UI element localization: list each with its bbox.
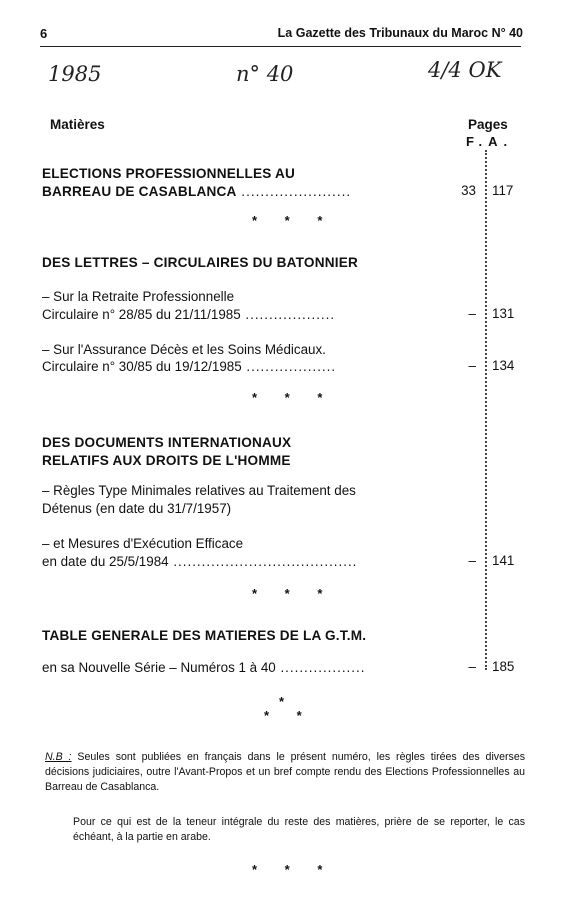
column-arabic: A.: [488, 134, 514, 149]
note-text-1: Seules sont publiées en français dans le présent numéro, les règles tirées des diverses décisions judiciaires, outre l'Avant-Propos et un bref compte rendu des Elections Professionnelles au Barreau de Casablanca.: [45, 751, 526, 793]
column-matieres: Matières: [50, 117, 105, 132]
page-number: 6: [40, 26, 48, 41]
table-entry: [42, 659, 365, 677]
lettres-entry2-text: Circulaire n° 30/85 du 19/12/1985: [42, 359, 242, 374]
column-fa: [466, 134, 513, 149]
note-label: N.B :: [45, 751, 72, 763]
lettres-entry1-text: Circulaire n° 28/85 du 21/11/1985: [42, 307, 241, 322]
section-title-documents-2: RELATIFS AUX DROITS DE L'HOMME: [42, 453, 291, 468]
lettres-entry1-line2: [42, 306, 335, 324]
documents-entry2-line2: [42, 553, 357, 571]
documents-entry1-line2: Détenus (en date du 31/7/1957): [42, 501, 232, 516]
section-title-elections-1: ELECTIONS PROFESSIONNELLES AU: [42, 166, 296, 181]
lettres-entry1-leader: ...................: [240, 307, 336, 322]
lettres-entry2-line1: – Sur l'Assurance Décès et les Soins Médicaux.: [42, 342, 326, 357]
separator-stars-1: * * *: [252, 213, 335, 228]
publication-title: La Gazette des Tribunaux du Maroc N° 40: [277, 26, 523, 40]
column-french: F.: [466, 134, 489, 149]
lettres-entry1-page-a: 131: [492, 306, 515, 321]
column-pages: Pages: [468, 117, 508, 132]
elections-title-line2: BARREAU DE CASABLANCA: [42, 184, 237, 199]
section-title-lettres: DES LETTRES – CIRCULAIRES DU BATONNIER: [42, 255, 359, 270]
lettres-entry2-leader: ...................: [241, 359, 337, 374]
handwritten-year: 1985: [48, 62, 102, 86]
handwritten-issue: n° 40: [236, 62, 294, 86]
lettres-entry2-page-a: 134: [492, 358, 515, 373]
header-rule: [40, 46, 521, 47]
table-entry-text: en sa Nouvelle Série – Numéros 1 à 40: [42, 660, 276, 675]
section-title-documents-1: DES DOCUMENTS INTERNATIONAUX: [42, 435, 292, 450]
separator-stars-4: * * *: [252, 862, 335, 877]
table-page-f: –: [468, 659, 476, 674]
lettres-entry1-line1: – Sur la Retraite Professionnelle: [42, 289, 235, 304]
documents-entry2-text: en date du 25/5/1984: [42, 554, 169, 569]
elections-leader: .......................: [236, 184, 352, 199]
elections-page-f: 33: [461, 183, 476, 198]
documents-leader: .......................................: [168, 554, 358, 569]
documents-page-f: –: [468, 553, 476, 568]
note-paragraph-2: Pour ce qui est de la teneur intégrale du reste des matières, prière de se reporter, le cas échéant, à la partie en arabe.: [73, 816, 525, 843]
table-leader: ..................: [275, 660, 366, 675]
lettres-entry2-page-f: –: [468, 358, 476, 373]
documents-entry2-line1: – et Mesures d'Exécution Efficace: [42, 536, 244, 551]
lettres-entry2-line2: [42, 358, 336, 376]
table-page-a: 185: [492, 659, 515, 674]
documents-page-a: 141: [492, 553, 515, 568]
note-paragraph-1: [45, 750, 525, 795]
documents-entry1-line1: – Règles Type Minimales relatives au Traitement des: [42, 483, 356, 498]
handwritten-check: 4/4 OK: [428, 58, 502, 82]
section-title-table: TABLE GENERALE DES MATIERES DE LA G.T.M.: [42, 628, 367, 643]
separator-stars-3: * * *: [252, 586, 335, 601]
elections-page-a: 117: [492, 183, 514, 198]
section-title-elections-2: [42, 182, 351, 201]
page-column-divider: [485, 150, 487, 670]
separator-star-single: *: [279, 694, 297, 709]
separator-star-double: * *: [264, 708, 314, 723]
separator-stars-2: * * *: [252, 390, 335, 405]
lettres-entry1-page-f: –: [468, 306, 476, 321]
